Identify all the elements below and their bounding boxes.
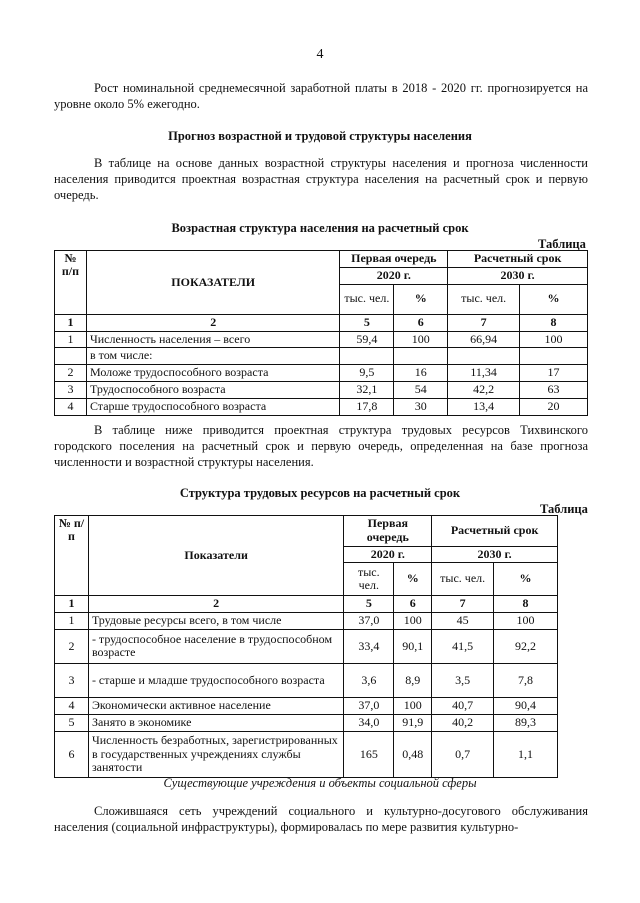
row-number: 1 — [55, 613, 89, 630]
header-thous-2: тыс. чел. — [432, 563, 494, 596]
row-pct-2020: 0,48 — [394, 731, 432, 777]
row-value-2020: 37,0 — [344, 613, 394, 630]
row-pct-2030: 100 — [494, 613, 558, 630]
table2-title: Структура трудовых ресурсов на расчетный срок — [179, 486, 461, 500]
row-indicator: Экономически активное население — [88, 697, 343, 714]
row-pct-2020: 100 — [394, 331, 448, 348]
table-age-structure — [54, 250, 588, 416]
row-pct-2020: 100 — [394, 697, 432, 714]
row-number: 2 — [55, 365, 87, 382]
row-value-2020: 165 — [344, 731, 394, 777]
row-value-2030: 41,5 — [432, 629, 494, 663]
paragraph-wage-growth: Рост номинальной среднемесячной заработной платы в 2018 - 2020 гг. прогнозируется на уровне около 5% ежегодно. — [54, 81, 588, 111]
header-pct-2: % — [520, 284, 588, 314]
colnum: 6 — [394, 314, 448, 331]
row-value-2020: 17,8 — [340, 398, 394, 415]
row-indicator: - трудоспособное население в трудоспособном возрасте — [88, 629, 343, 663]
header-thous-1: тыс. чел. — [344, 563, 394, 596]
colnum: 7 — [448, 314, 520, 331]
table-row — [55, 365, 588, 382]
colnum: 2 — [86, 314, 339, 331]
table-row — [55, 348, 588, 365]
row-pct-2030: 1,1 — [494, 731, 558, 777]
paragraph-social-infrastructure: Сложившаяся сеть учреждений социального и культурно-досугового обслуживания населения (социальной инфраструктуры), формировалась по мере развития культурно- — [54, 804, 588, 834]
header-indicators: Показатели — [88, 516, 343, 596]
paragraph-age-structure-intro: В таблице на основе данных возрастной структуры населения и прогноза численности населения приводится проектная возрастная структура населения на расчетный срок и первую очередь. — [54, 156, 588, 202]
colnum: 8 — [520, 314, 588, 331]
row-pct-2020: 16 — [394, 365, 448, 382]
row-value-2020: 34,0 — [344, 714, 394, 731]
header-calc-year: 2030 г. — [432, 546, 558, 563]
colnum: 8 — [494, 596, 558, 613]
colnum: 1 — [55, 314, 87, 331]
header-calc-year: 2030 г. — [448, 268, 588, 285]
row-pct-2020 — [394, 348, 448, 365]
row-indicator: Старше трудоспособного возраста — [86, 398, 339, 415]
row-indicator: Численность безработных, зарегистрированных в государственных учреждениях службы занятости — [88, 731, 343, 777]
colnum: 2 — [88, 596, 343, 613]
column-numbers-row — [55, 314, 588, 331]
header-thous-2: тыс. чел. — [448, 284, 520, 314]
row-indicator: Занято в экономике — [88, 714, 343, 731]
table2-label: Таблица — [540, 502, 588, 516]
row-number — [55, 348, 87, 365]
header-thous-1: тыс. чел. — [340, 284, 394, 314]
row-number: 4 — [55, 697, 89, 714]
row-value-2020 — [340, 348, 394, 365]
colnum: 1 — [55, 596, 89, 613]
row-pct-2020: 30 — [394, 398, 448, 415]
header-pct-1: % — [394, 563, 432, 596]
row-value-2020: 3,6 — [344, 663, 394, 697]
table-row — [55, 331, 588, 348]
colnum: 6 — [394, 596, 432, 613]
row-pct-2020: 91,9 — [394, 714, 432, 731]
heading-age-labor-forecast: Прогноз возрастной и трудовой структуры населения — [168, 129, 472, 143]
row-value-2030: 66,94 — [448, 331, 520, 348]
row-number: 3 — [55, 663, 89, 697]
row-value-2030: 40,2 — [432, 714, 494, 731]
row-value-2030: 0,7 — [432, 731, 494, 777]
row-pct-2020: 8,9 — [394, 663, 432, 697]
table-labor-resources — [54, 515, 558, 778]
table-row — [55, 731, 558, 777]
row-value-2030: 11,34 — [448, 365, 520, 382]
row-value-2020: 59,4 — [340, 331, 394, 348]
row-value-2030: 42,2 — [448, 381, 520, 398]
row-pct-2030: 100 — [520, 331, 588, 348]
row-indicator: Трудоспособного возраста — [86, 381, 339, 398]
table-row — [55, 629, 558, 663]
row-indicator: Численность населения – всего — [86, 331, 339, 348]
table-row — [55, 714, 558, 731]
colnum: 5 — [340, 314, 394, 331]
row-pct-2020: 100 — [394, 613, 432, 630]
paragraph-labor-resources-intro: В таблице ниже приводится проектная структура трудовых ресурсов Тихвинского городского поселения на расчетный срок и первую очередь, определенная на базе прогноза численности и возрастной структуры населения. — [54, 423, 588, 469]
header-no: № п/п — [55, 251, 87, 315]
table-row — [55, 697, 558, 714]
table1-label: Таблица — [538, 237, 586, 251]
table-row — [55, 613, 558, 630]
row-value-2030: 13,4 — [448, 398, 520, 415]
row-number: 4 — [55, 398, 87, 415]
header-indicators: ПОКАЗАТЕЛИ — [86, 251, 339, 315]
table-row — [55, 381, 588, 398]
row-value-2020: 9,5 — [340, 365, 394, 382]
row-indicator: Трудовые ресурсы всего, в том числе — [88, 613, 343, 630]
row-value-2020: 33,4 — [344, 629, 394, 663]
row-pct-2030: 20 — [520, 398, 588, 415]
row-indicator: Моложе трудоспособного возраста — [86, 365, 339, 382]
header-first-stage: Первая очередь — [340, 251, 448, 268]
row-value-2030: 45 — [432, 613, 494, 630]
row-indicator: - старше и младше трудоспособного возраста — [88, 663, 343, 697]
row-pct-2030: 92,2 — [494, 629, 558, 663]
header-first-stage: Первая очередь — [344, 516, 432, 547]
table-row — [55, 663, 558, 697]
row-pct-2030: 90,4 — [494, 697, 558, 714]
row-pct-2020: 54 — [394, 381, 448, 398]
row-number: 6 — [55, 731, 89, 777]
row-value-2030 — [448, 348, 520, 365]
row-number: 3 — [55, 381, 87, 398]
row-pct-2030 — [520, 348, 588, 365]
table1-title: Возрастная структура населения на расчетный срок — [171, 221, 469, 235]
row-indicator: в том числе: — [86, 348, 339, 365]
header-first-year: 2020 г. — [340, 268, 448, 285]
header-no: № п/п — [55, 516, 89, 596]
row-number: 2 — [55, 629, 89, 663]
row-number: 5 — [55, 714, 89, 731]
header-pct-2: % — [494, 563, 558, 596]
column-numbers-row — [55, 596, 558, 613]
heading-social-facilities: Существующие учреждения и объекты социальной сферы — [163, 776, 477, 790]
row-pct-2030: 89,3 — [494, 714, 558, 731]
row-value-2020: 32,1 — [340, 381, 394, 398]
row-pct-2020: 90,1 — [394, 629, 432, 663]
colnum: 7 — [432, 596, 494, 613]
row-number: 1 — [55, 331, 87, 348]
row-pct-2030: 17 — [520, 365, 588, 382]
page-number: 4 — [316, 47, 324, 62]
header-pct-1: % — [394, 284, 448, 314]
header-calc-period: Расчетный срок — [448, 251, 588, 268]
colnum: 5 — [344, 596, 394, 613]
table-row — [55, 398, 588, 415]
header-first-year: 2020 г. — [344, 546, 432, 563]
row-value-2030: 3,5 — [432, 663, 494, 697]
row-pct-2030: 7,8 — [494, 663, 558, 697]
header-calc-period: Расчетный срок — [432, 516, 558, 547]
row-value-2020: 37,0 — [344, 697, 394, 714]
row-value-2030: 40,7 — [432, 697, 494, 714]
row-pct-2030: 63 — [520, 381, 588, 398]
